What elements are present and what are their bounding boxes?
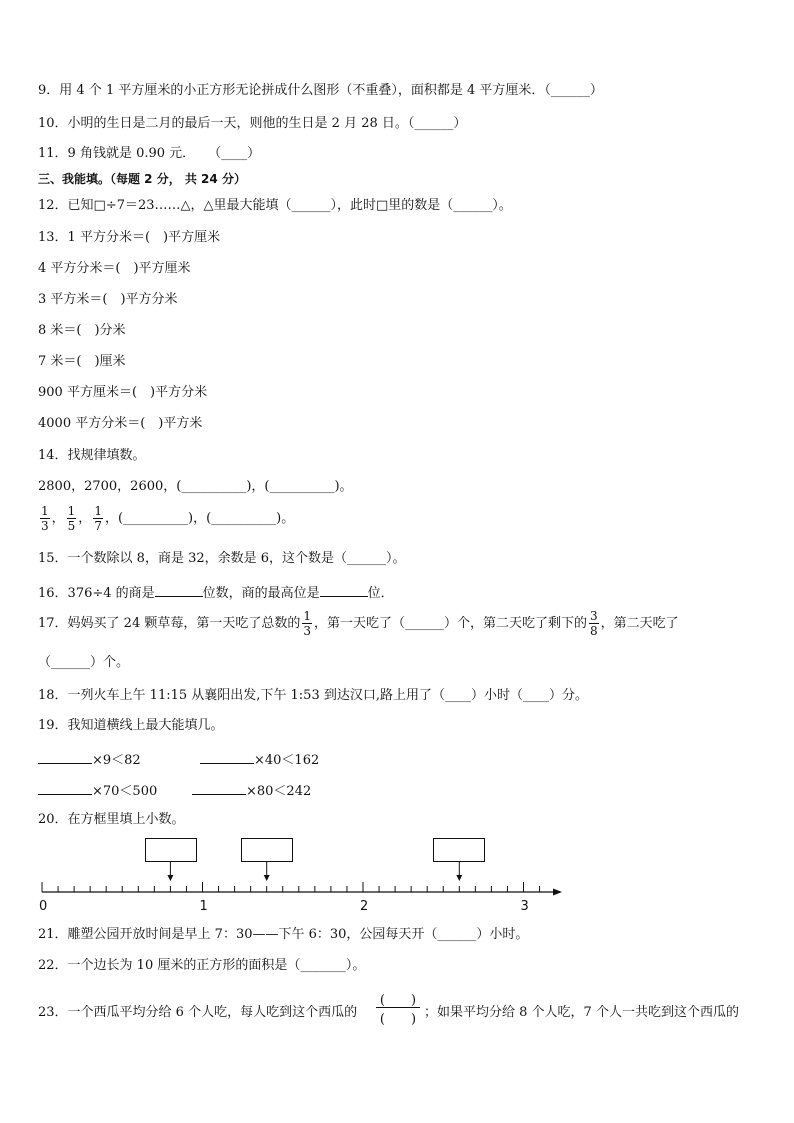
question-13-line-1: 13．1 平方分米＝( )平方厘米 (38, 230, 221, 245)
question-10: 10．小明的生日是二月的最后一天，则他的生日是 2 月 28 日。（______） (38, 116, 467, 131)
section-3-heading: 三、我能填。（每题 2 分， 共 24 分） (38, 172, 246, 186)
question-13-line-3: 3 平方米＝( )平方分米 (38, 292, 178, 307)
question-16: 16．376÷4 的商是 位数，商的最高位是 位． (38, 582, 394, 603)
answer-blank[interactable] (38, 749, 92, 764)
tick-label: 1 (199, 899, 208, 914)
question-19-row-2b: ×80＜242 (192, 780, 311, 801)
pointer-arrow-head (456, 875, 462, 881)
question-21: 21．雕塑公园开放时间是早上 7：30——下午 6：30，公园每天开（______）小时。 (38, 927, 529, 942)
tick-label: 3 (520, 899, 529, 914)
question-17: 17．妈妈买了 24 颗草莓，第一天吃了总数的 $\frac{1}{3}$ ，第一天吃了（______）个，第二天吃了剩下的 $\frac{3}{8}$ ，第二天吃了 (38, 609, 679, 638)
fraction-three-eighths: $\frac{3}{8}$ (590, 609, 598, 638)
question-15: 15．一个数除以 8，商是 32，余数是 6，这个数是（______）。 (38, 551, 406, 566)
pointer-arrow-head (167, 875, 173, 881)
question-19: 19．我知道横线上最大能填几。 (38, 718, 224, 733)
question-23-part-2: ；如果平均分给 8 个人吃，7 个人一共吃到这个西瓜的 (424, 1005, 739, 1020)
question-12: 12．已知□÷7＝23……△，△里最大能填（______），此时□里的数是（______）。 (38, 198, 512, 213)
fraction-one-third: $\frac{1}{3}$ (41, 504, 49, 533)
answer-blank[interactable] (200, 749, 254, 764)
fraction-blank[interactable]: ( ) ( ) (376, 989, 420, 1026)
pointer-arrow-head (264, 875, 270, 881)
answer-blank[interactable] (192, 780, 246, 795)
question-20: 20．在方框里填上小数。 (38, 812, 185, 827)
question-19-row-1: ×9＜82 (38, 749, 141, 770)
answer-blank[interactable] (320, 582, 368, 597)
question-19-row-1b: ×40＜162 (200, 749, 319, 770)
question-13-line-2: 4 平方分米＝( )平方厘米 (38, 261, 191, 276)
question-11: 11．9 角钱就是 0.90 元． （____） (38, 146, 261, 161)
question-13-line-4: 8 米＝( )分米 (38, 323, 126, 338)
fraction-one-fifth: $\frac{1}{5}$ (67, 504, 76, 533)
fraction-one-seventh: $\frac{1}{7}$ (94, 504, 102, 533)
question-14-sequence-2: $\frac{1}{3}$ ， $\frac{1}{5}$ ， $\frac{1}{7}$ ，(__________)，(__________)。 (41, 504, 295, 533)
question-9: 9．用 4 个 1 平方厘米的小正方形无论拼成什么图形（不重叠），面积都是 4 平方厘米．（______） (38, 83, 603, 98)
question-14-sequence-2-tail: ，(__________)，(__________)。 (104, 511, 295, 526)
number-line (0, 840, 794, 920)
answer-blank[interactable] (155, 582, 203, 597)
fraction-one-third: $\frac{1}{3}$ (303, 609, 311, 638)
question-18: 18．一列火车上午 11:15 从襄阳出发,下午 1:53 到达汉口,路上用了（____）小时（____）分。 (38, 688, 588, 703)
question-19-row-2: ×70＜500 (38, 780, 157, 801)
question-14: 14．找规律填数。 (38, 448, 146, 463)
question-13-line-5: 7 米＝( )厘米 (38, 354, 126, 369)
number-line-arrowhead (553, 889, 562, 896)
question-13-line-6: 900 平方厘米＝( )平方分米 (38, 385, 208, 400)
answer-blank[interactable] (38, 780, 92, 795)
question-13-line-7: 4000 平方分米＝( )平方米 (38, 416, 203, 431)
question-17-continued: （______）个。 (38, 655, 130, 670)
question-23-part-1: 23．一个西瓜平均分给 6 个人吃，每人吃到这个西瓜的 (38, 1005, 358, 1020)
tick-label: 2 (360, 899, 369, 914)
tick-label: 0 (39, 899, 48, 914)
question-22: 22．一个边长为 10 厘米的正方形的面积是（_______）。 (38, 958, 366, 973)
question-14-sequence-1: 2800，2700，2600，(__________)，(__________)。 (38, 479, 353, 494)
